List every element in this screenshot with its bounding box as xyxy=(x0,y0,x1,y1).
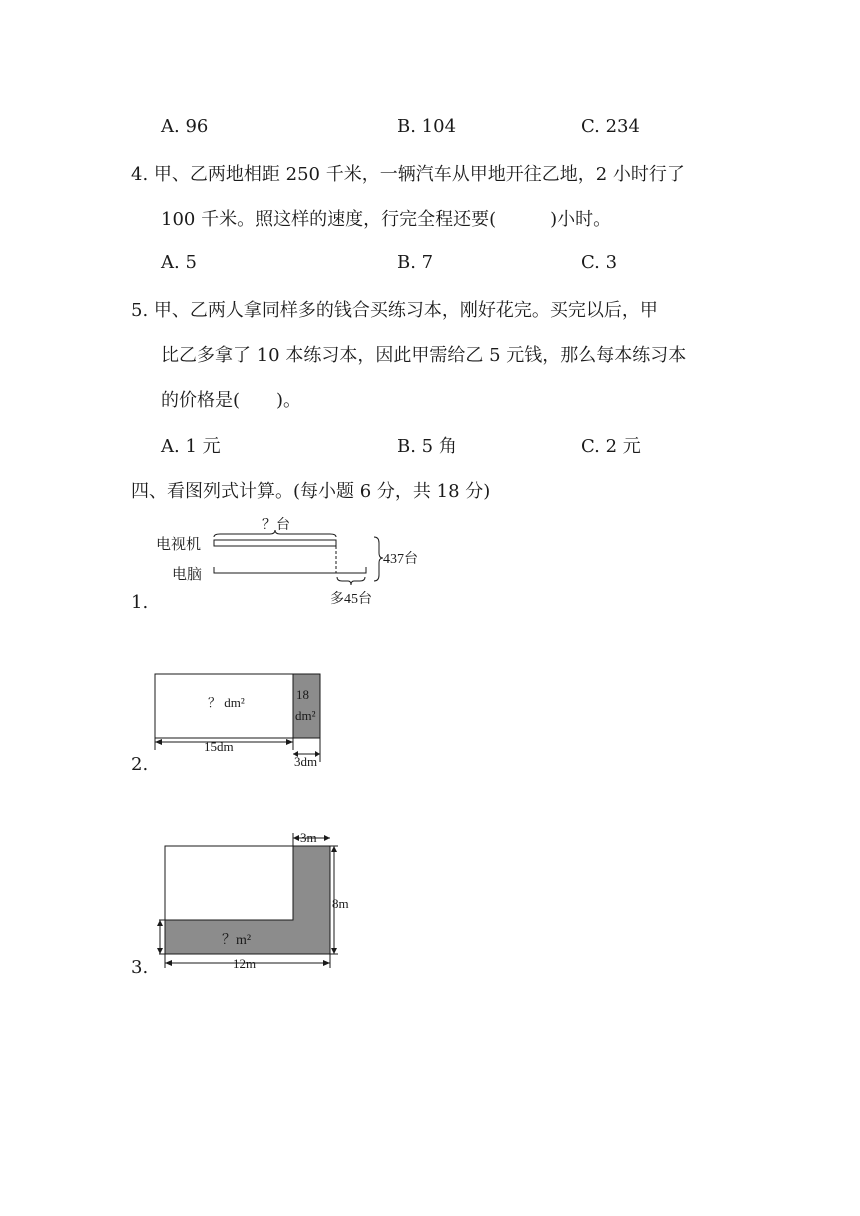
fig1-total: 437台 xyxy=(383,552,418,567)
fig3-top: 3m xyxy=(300,830,317,845)
fig2-shaded-strip xyxy=(293,674,320,738)
q5-option-a: A. 1 元 xyxy=(161,436,221,457)
fig1-number: 1. xyxy=(131,592,149,613)
fig1-pc-bar xyxy=(214,567,366,573)
fig1-segment-diagram xyxy=(150,515,440,610)
fig2-area-line2: dm² xyxy=(295,708,316,723)
fig3-l-shape-diagram xyxy=(150,830,360,978)
fig3-bottom: 12m xyxy=(233,956,257,971)
q5-line1: 5. 甲、乙两人拿同样多的钱合买练习本，刚好花完。买完以后，甲 xyxy=(131,300,658,321)
q4-option-a: A. 5 xyxy=(161,252,197,273)
q3-option-c: C. 234 xyxy=(581,116,640,137)
fig3-right: 8m xyxy=(332,896,349,911)
q4-option-c: C. 3 xyxy=(581,252,618,273)
section4-heading: 四、看图列式计算。(每小题 6 分，共 18 分) xyxy=(131,481,491,502)
fig1-label-tv: 电视机 xyxy=(156,537,202,553)
fig2-question: ？ dm² xyxy=(208,695,245,710)
fig2-len2: 3dm xyxy=(294,754,318,769)
fig3-white-area xyxy=(165,846,293,920)
fig3-number: 3. xyxy=(131,957,149,978)
q5-option-b: B. 5 角 xyxy=(397,436,457,457)
q3-option-b: B. 104 xyxy=(397,116,457,137)
q5-option-c: C. 2 元 xyxy=(581,436,641,457)
fig1-label-pc: 电脑 xyxy=(172,567,203,583)
fig1-question: ？台 xyxy=(262,518,290,533)
fig2-rectangle-diagram xyxy=(150,668,340,772)
fig1-right-brace xyxy=(374,537,383,581)
fig2-number: 2. xyxy=(131,754,149,775)
q4-option-b: B. 7 xyxy=(397,252,434,273)
fig1-tv-bar xyxy=(214,540,336,546)
fig2-area-line1: 18 xyxy=(296,687,309,702)
fig1-bottom-brace xyxy=(337,577,365,585)
fig3-question: ？m² xyxy=(222,933,252,948)
fig1-diff: 多45台 xyxy=(330,592,372,607)
q4-line1: 4. 甲、乙两地相距 250 千米，一辆汽车从甲地开往乙地，2 小时行了 xyxy=(131,164,685,185)
fig2-len1: 15dm xyxy=(204,739,234,754)
q3-option-a: A. 96 xyxy=(161,116,209,137)
q5-line2: 比乙多拿了 10 本练习本，因此甲需给乙 5 元钱，那么每本练习本 xyxy=(161,345,687,366)
q4-line2: 100 千米。照这样的速度，行完全程还要( )小时。 xyxy=(161,209,612,230)
q5-line3: 的价格是( )。 xyxy=(161,390,302,411)
